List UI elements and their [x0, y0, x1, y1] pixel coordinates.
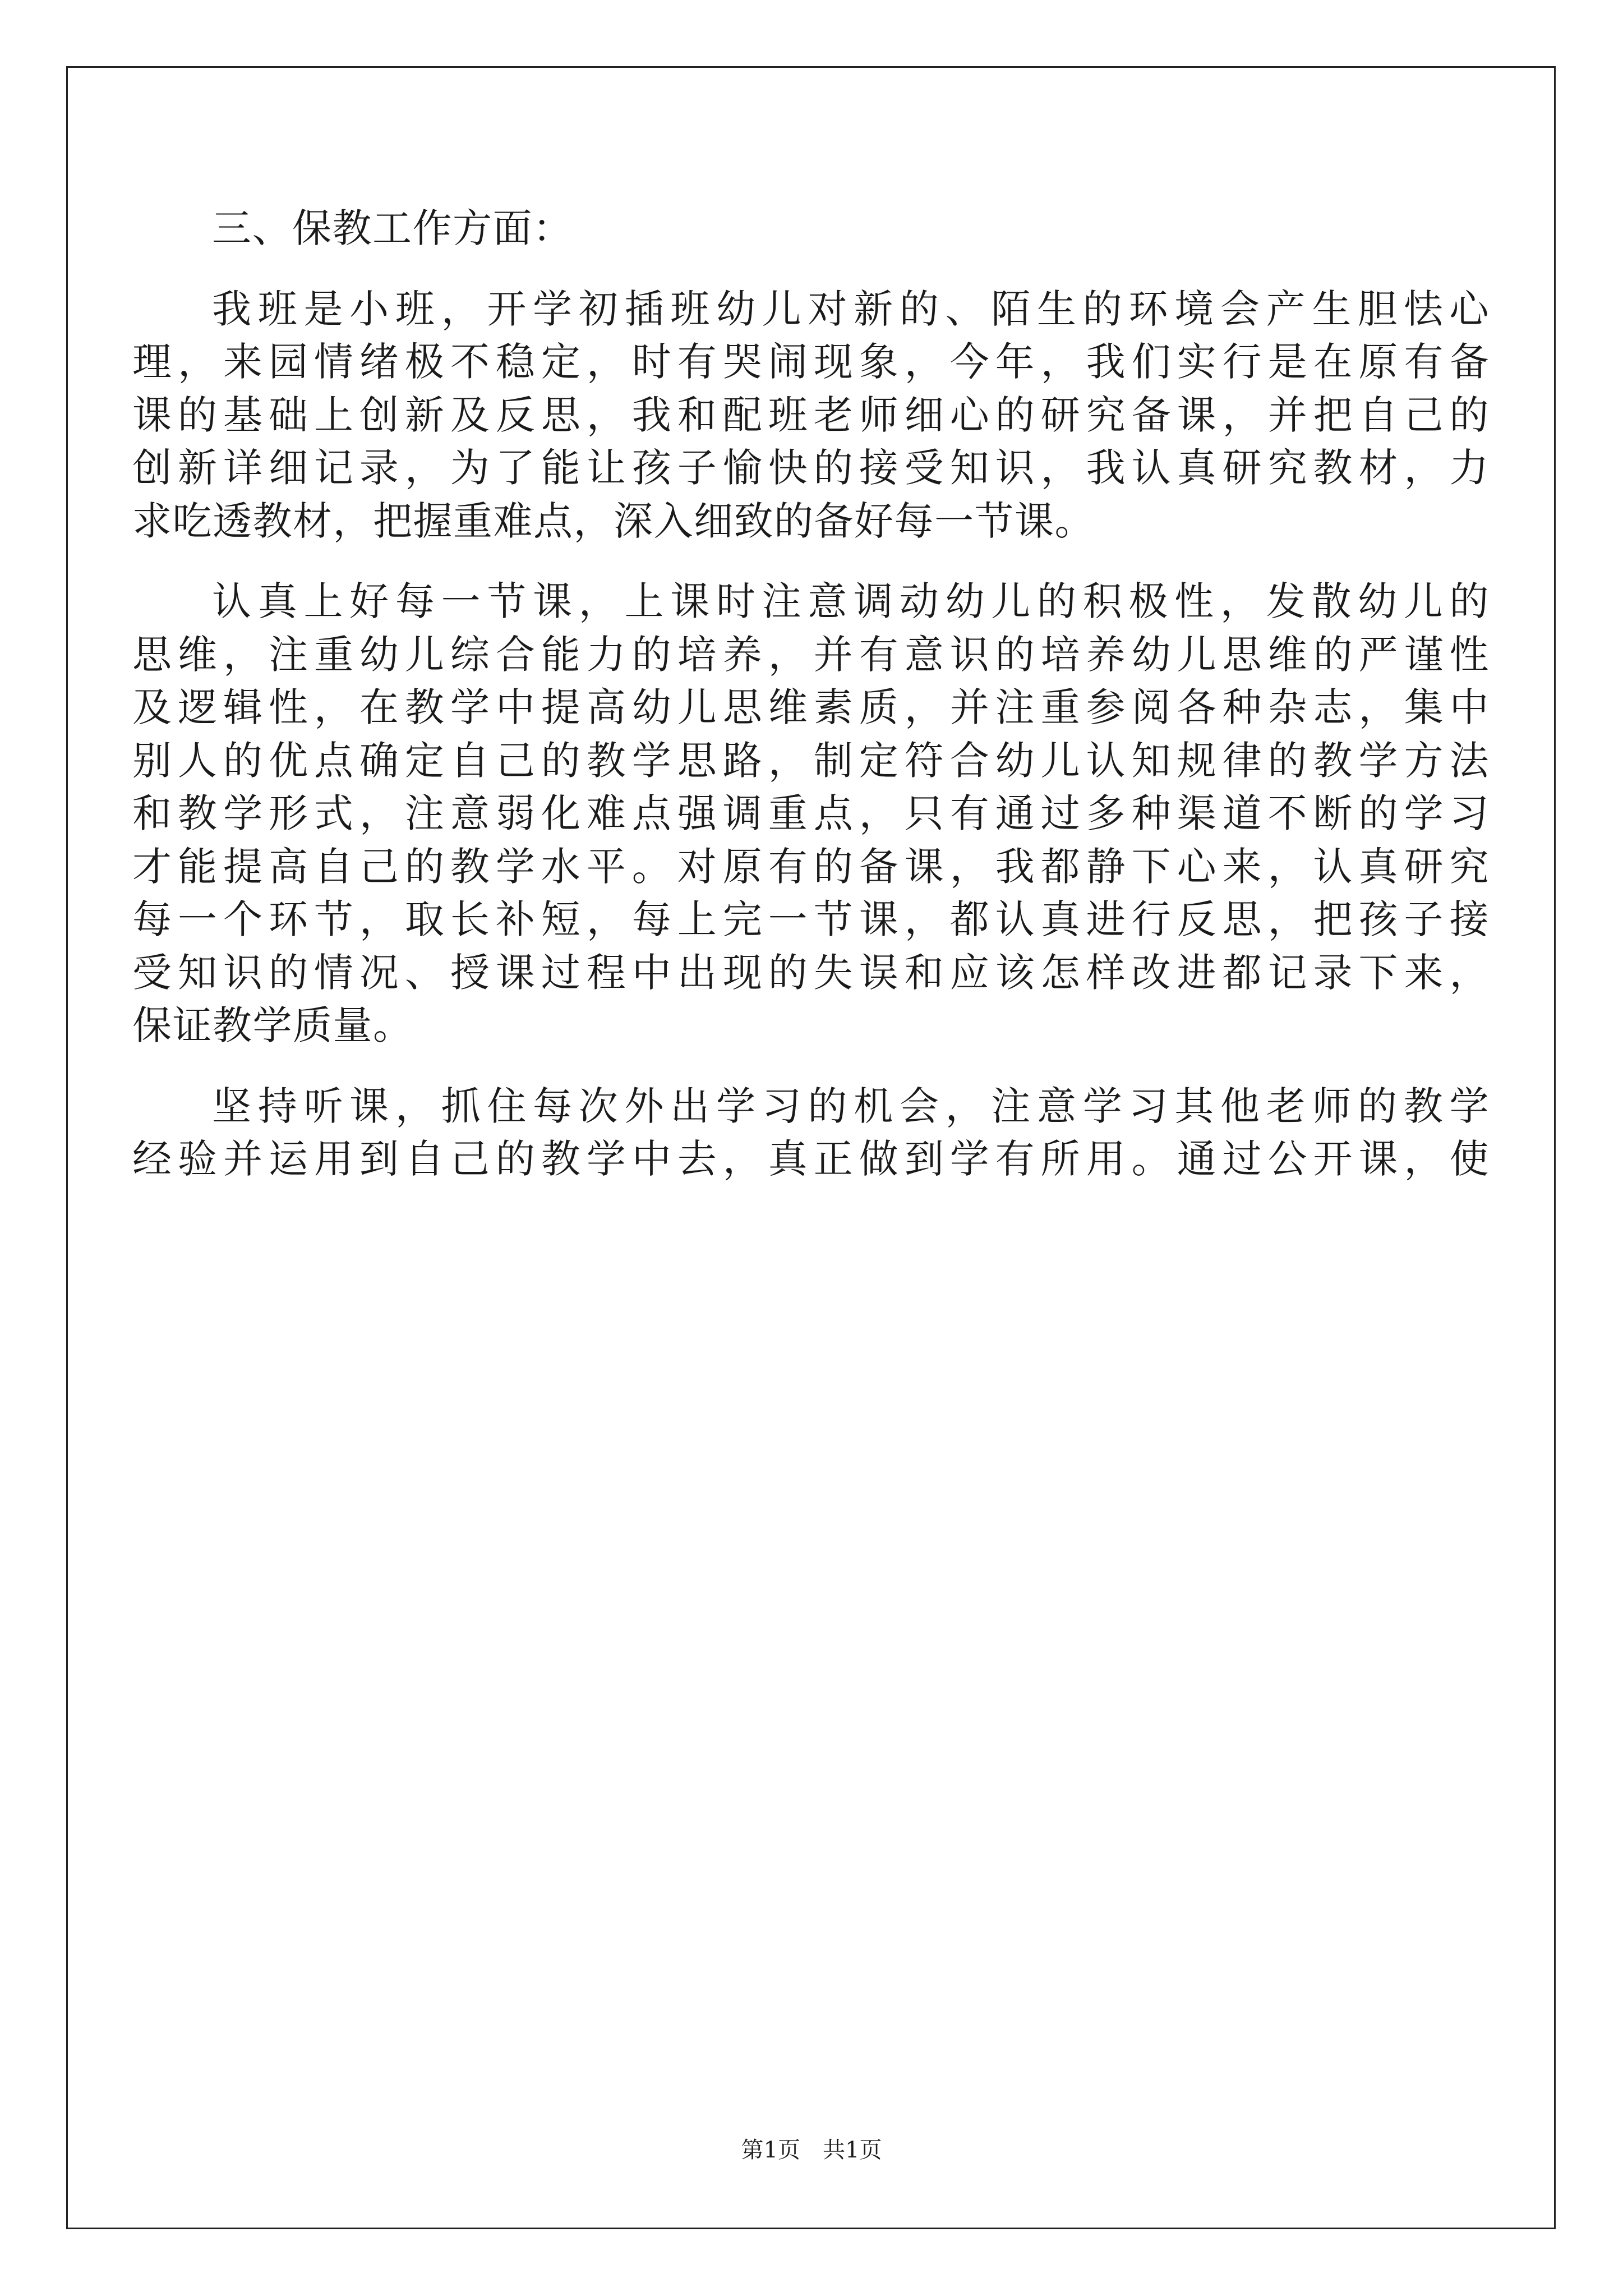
paragraph-line: 求吃透教材，把握重难点，深入细致的备好每一节课。	[132, 498, 1095, 544]
paragraph-line: 课的基础上创新及反思，我和配班老师细心的研究备课，并把自己的	[132, 392, 1490, 438]
paragraph-line: 理，来园情绪极不稳定，时有哭闹现象，今年，我们实行是在原有备	[132, 339, 1490, 385]
paragraph-line: 认真上好每一节课，上课时注意调动幼儿的积极性，发散幼儿的	[212, 578, 1490, 624]
page-footer	[0, 2136, 1623, 2164]
paragraph-line: 才能提高自己的教学水平。对原有的备课，我都静下心来，认真研究	[132, 843, 1490, 890]
paragraph-3	[132, 1080, 1490, 1186]
paragraph-line: 保证教学质量。	[132, 1002, 413, 1048]
paragraph-1	[132, 283, 1490, 548]
page-number-label: 第1页 共1页	[741, 2137, 882, 2163]
paragraph-line: 思维，注重幼儿综合能力的培养，并有意识的培养幼儿思维的严谨性	[132, 631, 1490, 678]
paragraph-line: 受知识的情况、授课过程中出现的失误和应该怎样改进都记录下来，	[132, 949, 1490, 996]
paragraph-line: 坚持听课，抓住每次外出学习的机会，注意学习其他老师的教学	[212, 1083, 1490, 1129]
paragraph-2	[132, 575, 1490, 1052]
paragraph-line: 我班是小班，开学初插班幼儿对新的、陌生的环境会产生胆怯心	[212, 286, 1490, 332]
heading-text: 三、保教工作方面：	[212, 205, 573, 251]
paragraph-line: 别人的优点确定自己的教学思路，制定符合幼儿认知规律的教学方法	[132, 737, 1490, 784]
paragraph-line: 和教学形式，注意弱化难点强调重点，只有通过多种渠道不断的学习	[132, 790, 1490, 836]
paragraph-line: 创新详细记录，为了能让孩子愉快的接受知识，我认真研究教材，力	[132, 445, 1490, 491]
paragraph-line: 及逻辑性，在教学中提高幼儿思维素质，并注重参阅各种杂志，集中	[132, 684, 1490, 730]
paragraph-line: 每一个环节，取长补短，每上完一节课，都认真进行反思，把孩子接	[132, 896, 1490, 942]
paragraph-line: 经验并运用到自己的教学中去，真正做到学有所用。通过公开课，使	[132, 1136, 1490, 1182]
document-body	[132, 95, 1490, 1186]
section-heading	[132, 202, 1490, 255]
